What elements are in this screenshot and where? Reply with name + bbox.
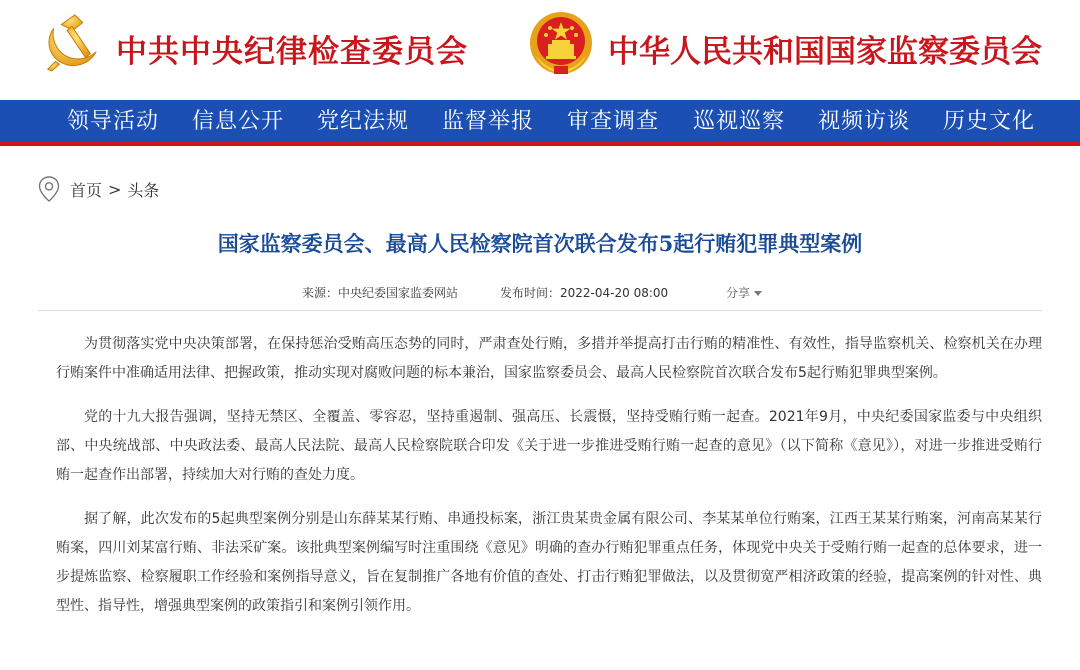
article-paragraph: 据了解，此次发布的5起典型案例分别是山东薛某某行贿、串通投标案，浙江贵某贵金属有限公司、李某某单位行贿案，江西王某某行贿案，河南高某某行贿案，四川刘某富行贿、非法采矿案。该批典型案例编写时注重围绕《意见》明确的查办行贿犯罪重点任务，体现党中央关于受贿行贿一起查的总体要求，进一步提炼监察、检察履职工作经验和案例指导意义，旨在复制推广各地有价值的查处、打击行贿犯罪做法，以及贯彻宽严相济政策的经验，提高案例的针对性、典型性、指导性，增强典型案例的政策指引和案例引领作用。 [56, 511, 1042, 614]
nav-item-regulations[interactable]: 党纪法规 [317, 109, 410, 134]
nav-item-leadership[interactable]: 领导活动 [67, 109, 160, 134]
article-body [56, 330, 1042, 636]
nav-item-investigation[interactable]: 审查调查 [567, 109, 660, 134]
article-paragraph: 党的十九大报告强调，坚持无禁区、全覆盖、零容忍，坚持重遏制、强高压、长震慑，坚持受贿行贿一起查。2021年9月，中央纪委国家监委与中央组织部、中央统战部、中央政法委、最高人民法院、最高人民检察院联合印发《关于进一步推进受贿行贿一起查的意见》（以下简称《意见》），对进一步推进受贿行贿一起查作出部署，持续加大对行贿的查处力度。 [56, 409, 1042, 483]
main-nav [0, 100, 1080, 146]
nav-item-info-disclosure[interactable]: 信息公开 [192, 109, 285, 134]
site-header [0, 0, 1080, 100]
date-label: 发布时间： [500, 286, 561, 300]
share-label: 分享 [726, 286, 751, 300]
article-date [500, 284, 668, 301]
article-source [302, 284, 458, 301]
nav-item-inspection[interactable]: 巡视巡察 [693, 109, 786, 134]
article-paragraph: 为贯彻落实党中央决策部署，在保持惩治受贿高压态势的同时，严肃查处行贿，多措并举提高打击行贿的精准性、有效性，指导监察机关、检察机关在办理行贿案件中准确适用法律、把握政策，推动实现对腐败问题的标本兼治，国家监察委员会、最高人民检察院首次联合发布5起行贿犯罪典型案例。 [56, 336, 1042, 381]
share-button[interactable] [726, 284, 762, 301]
caret-down-icon [754, 291, 762, 296]
site-title-nsc[interactable]: 中华人民共和国国家监察委员会 [608, 34, 1042, 70]
breadcrumb-home-link[interactable]: 首页 [70, 180, 103, 200]
site-title-ccdi[interactable]: 中共中央纪律检查委员会 [116, 34, 468, 70]
nav-item-history-culture[interactable]: 历史文化 [943, 109, 1036, 134]
meta-divider [38, 310, 1042, 311]
breadcrumb-current-link[interactable]: 头条 [127, 180, 160, 200]
date-value: 2022-04-20 08:00 [560, 286, 669, 300]
national-emblem-icon[interactable] [528, 10, 594, 76]
nav-item-video-interview[interactable]: 视频访谈 [818, 109, 911, 134]
breadcrumb [38, 176, 159, 202]
source-value: 中央纪委国家监委网站 [338, 286, 459, 300]
source-label: 来源： [302, 286, 339, 300]
article-title: 国家监察委员会、最高人民检察院首次联合发布5起行贿犯罪典型案例 [217, 231, 863, 256]
location-pin-icon [38, 176, 60, 202]
nav-item-supervision-report[interactable]: 监督举报 [442, 109, 535, 134]
breadcrumb-separator: > [108, 179, 122, 199]
party-emblem-icon[interactable] [40, 10, 102, 74]
